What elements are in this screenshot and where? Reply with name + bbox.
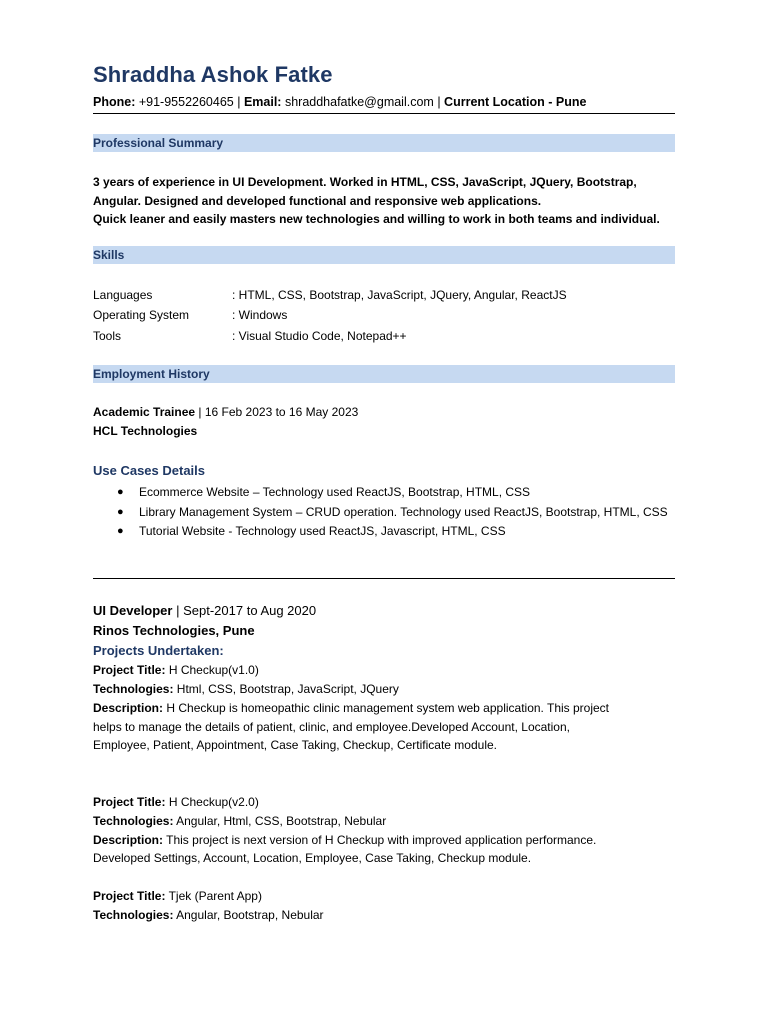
bullet-icon: ● (117, 525, 124, 537)
field-label: Technologies: (93, 682, 174, 696)
use-cases-list (93, 483, 675, 542)
candidate-name: Shraddha Ashok Fatke (93, 62, 333, 87)
company-name: HCL Technologies (93, 424, 198, 438)
project-tech-line (93, 908, 324, 922)
section-heading-employment-history: Employment History (93, 365, 675, 383)
section-heading-professional-summary: Professional Summary (93, 134, 675, 152)
project-technologies: Angular, Html, CSS, Bootstrap, Nebular (176, 814, 387, 828)
current-location: Current Location - Pune (444, 95, 587, 109)
project-description-line: Employee, Patient, Appointment, Case Taking, Checkup, Certificate module. (93, 738, 497, 752)
job-title-line (93, 603, 316, 618)
separator: | (437, 95, 441, 109)
job-dates: | Sept-2017 to Aug 2020 (176, 603, 317, 618)
field-label: Project Title: (93, 663, 166, 677)
header-divider (93, 113, 675, 114)
skill-value: : Windows (232, 308, 288, 322)
company-name: Rinos Technologies, Pune (93, 623, 255, 638)
project-description-line (93, 701, 609, 715)
use-case-text: Tutorial Website - Technology used ReactJS, Javascript, HTML, CSS (139, 524, 506, 538)
list-item (93, 483, 675, 502)
field-label: Project Title: (93, 889, 166, 903)
skill-value: : HTML, CSS, Bootstrap, JavaScript, JQuery, Angular, ReactJS (232, 288, 567, 302)
project-technologies: Angular, Bootstrap, Nebular (176, 908, 324, 922)
projects-heading: Projects Undertaken: (93, 643, 224, 658)
section-heading-skills: Skills (93, 246, 675, 264)
field-label: Technologies: (93, 814, 174, 828)
project-description: H Checkup is homeopathic clinic management system web application. This project (166, 701, 610, 715)
email-label: Email: (243, 95, 282, 109)
project-tech-line (93, 814, 386, 828)
summary-line: 3 years of experience in UI Development. Worked in HTML, CSS, JavaScript, JQuery, Bootstrap, (93, 175, 637, 189)
project-tech-line (93, 682, 399, 696)
job-title-line (93, 405, 358, 419)
separator: | (237, 95, 241, 109)
skill-label: Tools (93, 329, 122, 343)
job-role: UI Developer (93, 603, 173, 618)
bullet-icon: ● (117, 486, 124, 498)
email-address: shraddhafatke@gmail.com (284, 95, 434, 109)
project-description: This project is next version of H Checkup with improved application performance. (166, 833, 597, 847)
phone-label: Phone: (93, 95, 136, 109)
bullet-icon: ● (117, 505, 124, 518)
project-title-line (93, 663, 259, 677)
project-description-line (93, 833, 596, 847)
field-label: Description: (93, 701, 164, 715)
skill-label: Languages (93, 288, 153, 302)
list-item (93, 503, 675, 522)
project-title-line (93, 795, 259, 809)
skill-label: Operating System (93, 308, 190, 322)
use-case-text: Ecommerce Website – Technology used ReactJS, Bootstrap, HTML, CSS (139, 485, 531, 499)
contact-line (93, 95, 586, 109)
project-technologies: Html, CSS, Bootstrap, JavaScript, JQuery (176, 682, 399, 696)
skill-value: : Visual Studio Code, Notepad++ (232, 329, 407, 343)
project-description-line: helps to manage the details of patient, clinic, and employee.Developed Account, Location, (93, 720, 570, 734)
project-title-line (93, 889, 262, 903)
use-case-text: Library Management System – CRUD operation. Technology used ReactJS, Bootstrap, HTML, CSS (139, 504, 668, 519)
summary-line: Angular. Designed and developed functional and responsive web applications. (93, 193, 542, 208)
field-label: Technologies: (93, 908, 174, 922)
job-dates: | 16 Feb 2023 to 16 May 2023 (198, 405, 359, 419)
job-divider (93, 578, 675, 579)
use-cases-heading: Use Cases Details (93, 463, 206, 478)
project-title: Tjek (Parent App) (168, 889, 262, 903)
project-title: H Checkup(v2.0) (168, 795, 259, 809)
field-label: Project Title: (93, 795, 166, 809)
summary-text (93, 173, 675, 229)
project-description-line: Developed Settings, Account, Location, Employee, Case Taking, Checkup module. (93, 851, 532, 865)
job-role: Academic Trainee (93, 405, 196, 419)
list-item (93, 522, 675, 541)
phone-number: +91-9552260465 (138, 95, 234, 109)
project-title: H Checkup(v1.0) (168, 663, 259, 677)
summary-line: Quick leaner and easily masters new technologies and willing to work in both teams and individual. (93, 212, 660, 226)
field-label: Description: (93, 833, 164, 847)
